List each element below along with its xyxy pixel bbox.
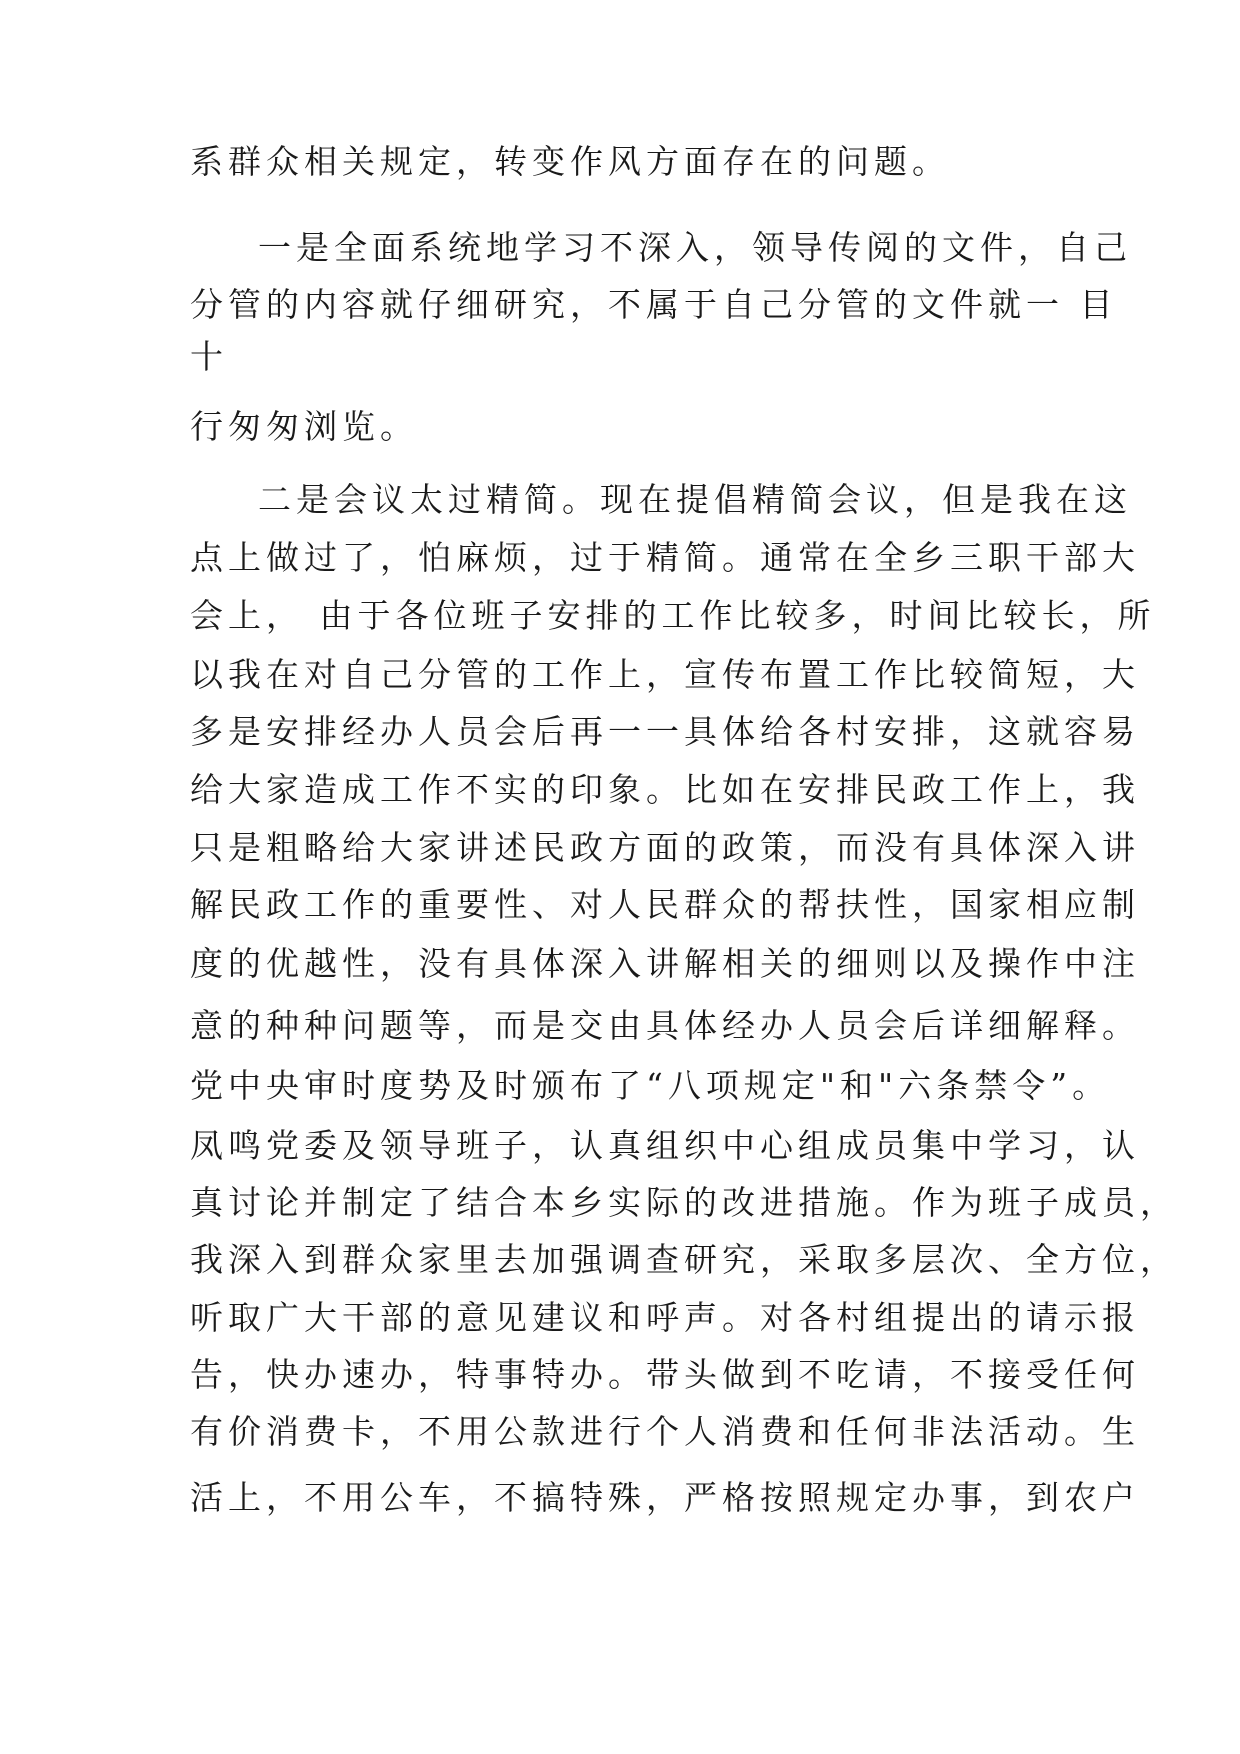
text-line: 十 <box>190 337 228 376</box>
text-line: 我深入到群众家里去加强调查研究，采取多层次、全方位， <box>190 1240 1178 1279</box>
text-line: 行匆匆浏览。 <box>190 407 418 446</box>
text-line: 听取广大干部的意见建议和呼声。对各村组提出的请示报 <box>190 1298 1140 1337</box>
text-line: 真讨论并制定了结合本乡实际的改进措施。作为班子成员， <box>190 1183 1178 1222</box>
text-line: 会上， 由于各位班子安排的工作比较多，时间比较长，所 <box>190 596 1156 635</box>
text-line: 多是安排经办人员会后再一一具体给各村安排，这就容易 <box>190 712 1140 751</box>
text-line: 以我在对自己分管的工作上，宣传布置工作比较简短，大 <box>190 655 1140 694</box>
text-line: 活上，不用公车，不搞特殊，严格按照规定办事，到农户 <box>190 1478 1140 1517</box>
text-line: 只是粗略给大家讲述民政方面的政策，而没有具体深入讲 <box>190 828 1140 867</box>
text-line: 给大家造成工作不实的印象。比如在安排民政工作上，我 <box>190 770 1140 809</box>
text-line: 告，快办速办，特事特办。带头做到不吃请，不接受任何 <box>190 1355 1140 1394</box>
text-line: 点上做过了，怕麻烦，过于精简。通常在全乡三职干部大 <box>190 538 1140 577</box>
paragraph-line: 一是全面系统地学习不深入，领导传阅的文件，自己 <box>258 228 1132 267</box>
text-line: 意的种种问题等，而是交由具体经办人员会后详细解释。 <box>190 1006 1140 1045</box>
text-line: 分管的内容就仔细研究，不属于自己分管的文件就一 目 <box>190 285 1118 324</box>
text-line: 系群众相关规定，转变作风方面存在的问题。 <box>190 142 950 181</box>
paragraph-line: 二是会议太过精简。现在提倡精简会议，但是我在这 <box>258 480 1132 519</box>
text-line: 凤鸣党委及领导班子，认真组织中心组成员集中学习，认 <box>190 1126 1140 1165</box>
text-line: 度的优越性，没有具体深入讲解相关的细则以及操作中注 <box>190 944 1140 983</box>
text-line: 党中央审时度势及时颁布了“八项规定"和"六条禁令”。 <box>190 1066 1111 1105</box>
text-line: 有价消费卡，不用公款进行个人消费和任何非法活动。生 <box>190 1412 1140 1451</box>
text-line: 解民政工作的重要性、对人民群众的帮扶性，国家相应制 <box>190 885 1140 924</box>
